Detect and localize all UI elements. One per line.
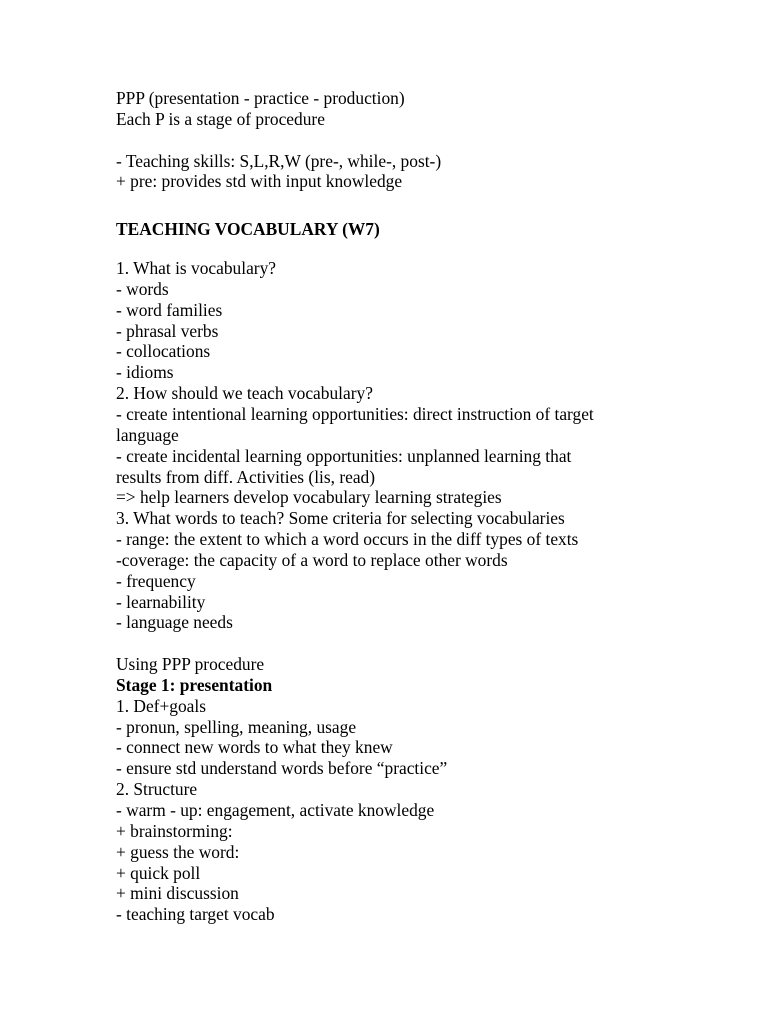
spacer (116, 245, 676, 258)
section-3-title: 3. What words to teach? Some criteria for selecting vocabularies (116, 508, 565, 529)
list-item: - learnability (116, 591, 206, 612)
list-item: + brainstorming: (116, 820, 233, 841)
section-heading: TEACHING VOCABULARY (W7) (116, 219, 380, 240)
section-2-title: 2. How should we teach vocabulary? (116, 383, 373, 404)
intro-line-3: - Teaching skills: S,L,R,W (pre-, while-, post-) (116, 150, 442, 171)
list-item: - frequency (116, 570, 196, 591)
list-item: - connect new words to what they knew (116, 737, 393, 758)
stage-1-heading: Stage 1: presentation (116, 674, 273, 695)
blank-line (116, 633, 676, 654)
list-item: - warm - up: engagement, activate knowledge (116, 800, 435, 820)
structure-title: 2. Structure (116, 779, 198, 800)
intro-line-1: PPP (presentation - practice - production) (116, 88, 405, 108)
list-item: results from diff. Activities (lis, read) (116, 466, 376, 487)
list-item: => help learners develop vocabulary learning strategies (116, 487, 502, 508)
list-item: language (116, 424, 179, 445)
intro-line-4: + pre: provides std with input knowledge (116, 171, 403, 192)
ppp-intro: Using PPP procedure (116, 654, 265, 675)
def-goals-title: 1. Def+goals (116, 695, 206, 716)
list-item: + guess the word: (116, 841, 240, 862)
list-item: - ensure std understand words before “practice” (116, 758, 448, 779)
intro-line-2: Each P is a stage of procedure (116, 108, 325, 129)
list-item: - phrasal verbs (116, 320, 219, 341)
list-item: -coverage: the capacity of a word to replace other words (116, 549, 508, 570)
list-item: + quick poll (116, 862, 201, 883)
list-item: - words (116, 278, 169, 299)
document-page (116, 88, 676, 925)
blank-line (116, 192, 676, 213)
list-item: - range: the extent to which a word occurs in the diff types of texts (116, 529, 579, 550)
blank-line (116, 130, 676, 151)
list-item: - teaching target vocab (116, 904, 275, 925)
list-item: - pronun, spelling, meaning, usage (116, 716, 357, 737)
list-item: - collocations (116, 341, 211, 362)
list-item: - idioms (116, 362, 174, 383)
section-1-title: 1. What is vocabulary? (116, 258, 277, 279)
list-item: - create intentional learning opportunities: direct instruction of target (116, 403, 594, 424)
list-item: + mini discussion (116, 883, 239, 904)
list-item: - word families (116, 299, 223, 320)
list-item: - create incidental learning opportunities: unplanned learning that (116, 445, 572, 466)
list-item: - language needs (116, 612, 233, 633)
